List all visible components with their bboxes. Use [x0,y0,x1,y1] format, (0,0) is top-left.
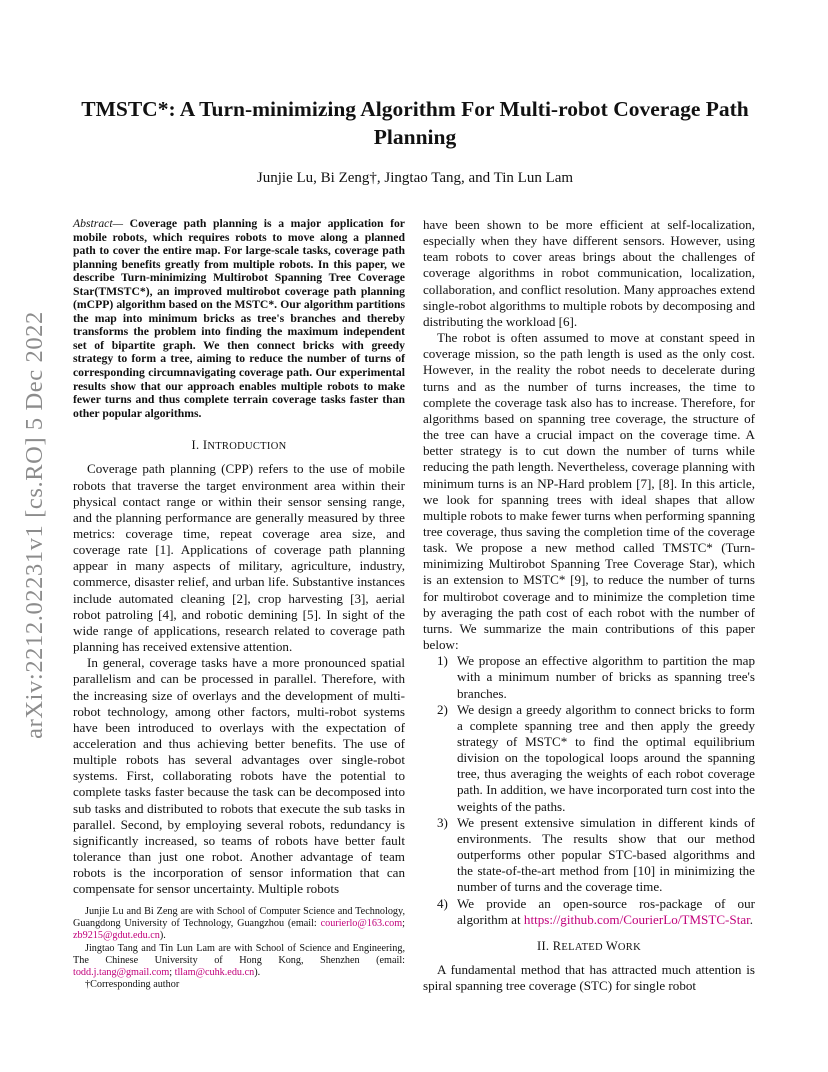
section-cap: R [552,938,562,953]
intro-paragraph-3: The robot is often assumed to move at constant speed in coverage mission, so the path length is used as the only cost. However, in the reality the robot needs to decelerate during turns and as the number of turns increases, the time to complete the coverage task also has to increase. Therefore, for algorithms based on spanning tree coverage, the structure of the tree can have a crucial impact on the coverage time. A better strategy is to cut down the number of turns while reducing the path length. Nevertheless, coverage planning with minimum turns is an NP-Hard problem [7], [8]. In this article, we look for spanning trees with ideal shapes that allow multiple robots to make fewer turns when performing spanning tree coverage, thus saving the completion time of the coverage task. We propose a new method called TMSTC* (Turn-minimizing Multirobot Spanning Tree Coverage Star), which is an extension to MSTC* [9], to reduce the number of turns for multirobot coverage and to minimize the completion time by averaging the path cost of each robot with the number of turns. We summarize the main contributions of this paper below: [423,330,755,653]
contributions-list [423,653,755,928]
intro-paragraph-1: Coverage path planning (CPP) refers to the use of mobile robots that traverse the target environment area within their physical contact range or within their sensor sensing range, and the planning performance are generally measured by three metrics: coverage time, repeat coverage area size, and coverage rate [1]. Applications of coverage path planning appear in many aspects of military, agriculture, industry, commerce, disaster relief, and urban life. Substantive instances include automated cleaning [2], crop harvesting [3], aerial robot patroling [4], and robotic demining [5]. In sight of the wide range of applications, research related to coverage path planning has received extensive attention. [73,461,405,655]
abstract-text: Coverage path planning is a major application for mobile robots, which requires robots to move along a planned path to cover the entire map. For large-scale tasks, coverage path planning benefits greatly from multiple robots. In this paper, we describe Turn-minimizing Multirobot Spanning Tree Coverage Star(TMSTC*), an improved multirobot coverage path planning (mCPP) algorithm based on the MSTC*. Our algorithm partitions the map into minimum bricks as tree's branches and thereby transforms the problem into finding the maximum independent set of bipartite graph. We then connect bricks with greedy strategy to form a tree, aiming to reduce the number of turns of corresponding circumnavigating coverage path. Our experimental results show that our approach enables multiple robots to make fewer turns and thus complete terrain coverage tasks faster than other popular algorithms. [73,217,405,420]
email-link-courierlo[interactable]: courierlo@163.com [320,918,403,930]
section-cap: W [605,938,618,953]
section-rest: ELATED [561,941,606,953]
footnote-1-sep: ; [402,918,405,930]
github-repo-link[interactable]: https://github.com/CourierLo/TMSTC-Star [523,911,750,927]
abstract [73,217,405,420]
section-numeral: I. [191,438,203,453]
list-item-number: 2) [437,701,448,717]
footnote-2-end: ). [254,967,261,979]
email-link-tllam[interactable]: tllam@cuhk.edu.cn [174,967,255,979]
list-item-text: We propose an effective algorithm to partition the map with a minimum number of bricks as spanning tree's branches. [457,653,755,701]
section-heading-related-work [423,938,755,956]
email-link-zb9215[interactable]: zb9215@gdut.edu.cn [73,930,160,942]
intro-paragraph-2: In general, coverage tasks have a more pronounced spatial parallelism and can be processed in parallel. Therefore, with the increasing size of overlays and the development of multi-robot technology, among other factors, multi-robot systems have been introduced to overlays with the expectation of acceleration and thus achieving better benefits. The use of multiple robots has several advantages over single-robot systems. First, collaborating robots have the potential to complete tasks faster because the task can be decomposed into sub tasks and distributed to robots that execute the sub tasks in parallel. Second, by employing several robots, redundancy is significantly increased, so teams of robots have better fault tolerance than just one robot. Another advantage of team robots is the incorporation of sensor information that can compensate for sensor uncertainty. Multiple robots [73,655,405,897]
footnote-1-end: ). [159,930,166,942]
footnote-affiliation-1 [73,906,405,943]
related-work-paragraph: A fundamental method that has attracted much attention is spiral spanning tree coverage (STC) for single robot [423,962,755,994]
list-item-number: 1) [437,653,448,669]
abstract-lead: Abstract— [73,217,123,230]
footnote-affiliation-2 [73,943,405,980]
list-item [423,702,755,815]
author-list: Junjie Lu, Bi Zeng†, Jingtao Tang, and Tin Lun Lam [256,170,574,186]
footnote-2-sep: ; [169,967,175,979]
list-item [423,815,755,896]
list-item-text: We provide an open-source ros-package of our algorithm at [457,895,755,927]
footnotes [73,906,405,991]
footnote-1-text: Junjie Lu and Bi Zeng are with School of Computer Science and Technology, Guangdong University of Technology, Guangzhou (email: [73,906,405,930]
paper-title: TMSTC*: A Turn-minimizing Algorithm For Multi-robot Coverage Path Planning [81,97,749,149]
intro-paragraph-continued: have been shown to be more efficient at self-localization, especially when they have different sensors. However, using team robots to cover areas brings about the challenges of coverage algorithms in robot communication, localization, collaboration, and conflict resolution. Many approaches extend single-robot algorithms to multiple robots by decomposing and distributing the workload [6]. [423,217,755,329]
list-item-text: We present extensive simulation in different kinds of environments. The results show that our method outperforms other popular STC-based algorithms and the state-of-the-art method from [10] in minimizing the number of turns and the coverage time. [457,814,755,895]
left-column [73,217,405,898]
list-item-number: 4) [437,895,448,911]
footnote-corresponding-author: †Corresponding author [85,979,180,991]
list-item [423,653,755,701]
section-numeral: II. [537,938,553,953]
arxiv-identifier-stamp [22,290,48,760]
section-rest: NTRODUCTION [207,441,287,453]
list-item-number: 3) [437,814,448,830]
list-item-text: We design a greedy algorithm to connect bricks to form a complete spanning tree and then apply the greedy strategy of MSTC* to find the optimal equilibrium division on the topological loops around the spanning tree, thus averaging the weights of each robot coverage path. In addition, we have incorporated turn cost into the weights of the paths. [457,701,755,814]
section-rest: ORK [617,941,641,953]
arxiv-id-text: arXiv:2212.02231v1 [cs.RO] 5 Dec 2022 [21,311,48,739]
list-item [423,896,755,928]
list-item-tail: . [749,911,754,927]
section-heading-introduction [73,437,405,455]
email-link-todd[interactable]: todd.j.tang@gmail.com [73,967,170,979]
right-column [423,217,755,994]
section-cap: I [202,438,208,453]
footnote-2-text: Jingtao Tang and Tin Lun Lam are with School of Science and Engineering, The Chinese University of Hong Kong, Shenzhen (email: [73,942,405,966]
